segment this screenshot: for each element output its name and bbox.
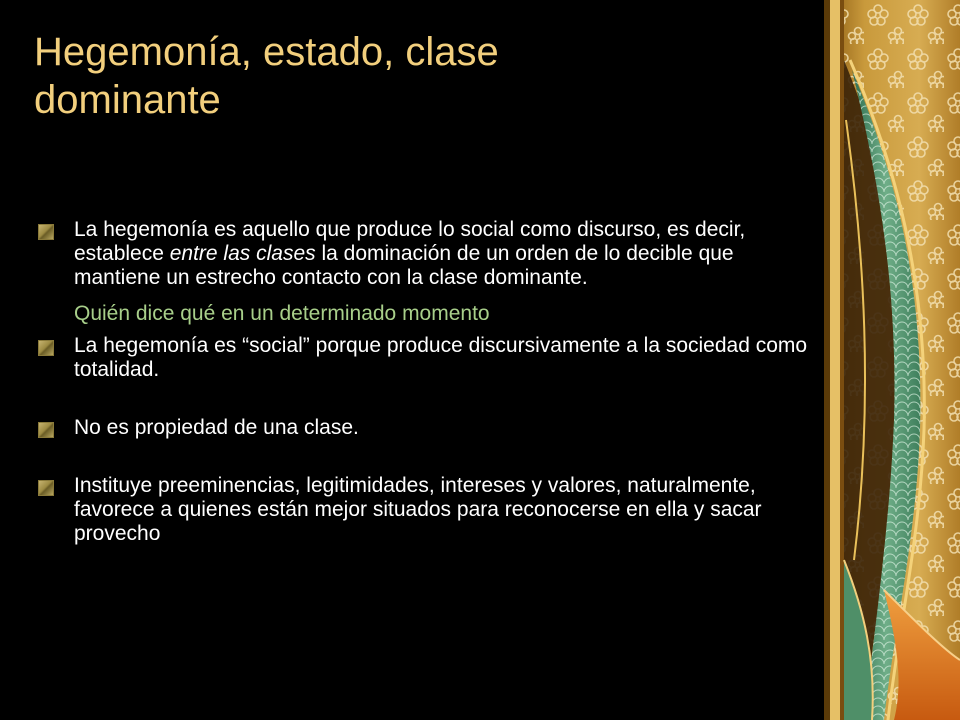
bullet-3-text: No es propiedad de una clase. — [74, 416, 359, 439]
bullet-1-emphasis: entre las clases — [169, 242, 316, 265]
bullet-item-1 — [36, 218, 816, 290]
title-line-1: Hegemonía, estado, clase — [34, 30, 499, 74]
bullet-icon — [38, 224, 54, 240]
title-line-2: dominante — [34, 78, 221, 122]
bullet-4-text: Instituye preeminencias, legitimidades, intereses y valores, naturalmente, favorece a quienes están mejor situados para reconocerse en ella y sacar provecho — [74, 474, 762, 545]
bullet-icon — [38, 480, 54, 496]
bullet-2-text: La hegemonía es “social” porque produce discursivamente a la sociedad como totalidad. — [74, 334, 808, 381]
bullet-icon — [38, 340, 54, 356]
bullet-item-2 — [36, 334, 816, 382]
bullet-item-3 — [36, 416, 816, 440]
bullet-1-text-before: La hegemonía es aquello que produce lo social como discurso, es decir, establece — [74, 218, 746, 265]
decorative-panel — [824, 0, 960, 720]
bullet-1-text-after: la dominación de un orden de lo decible que mantiene un estrecho contacto con la clase dominante. — [74, 242, 734, 289]
bullet-icon — [38, 422, 54, 438]
sub-text: Quién dice qué en un determinado momento — [74, 302, 490, 325]
bullet-item-4 — [36, 474, 816, 546]
slide-title — [34, 28, 814, 124]
slide-body — [36, 218, 816, 546]
